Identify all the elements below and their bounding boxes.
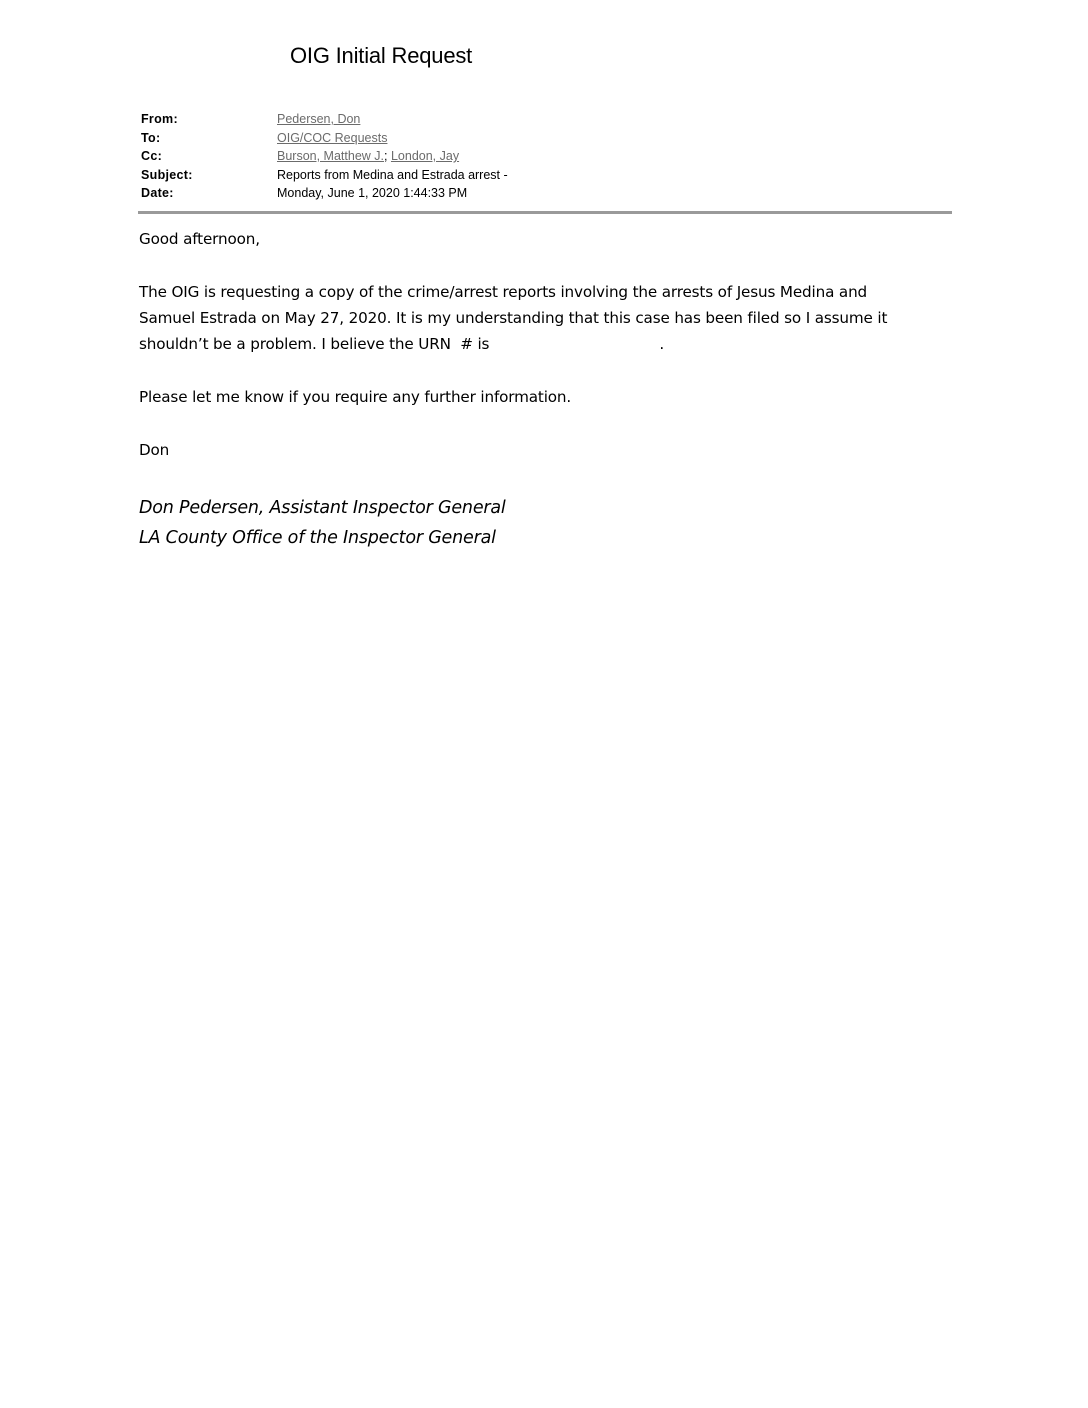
cc-label: Cc: <box>141 149 163 163</box>
closing-name: Don <box>139 441 170 459</box>
cc-row <box>141 147 951 166</box>
request-line-1: The OIG is requesting a copy of the crime/arrest reports involving the arrests of Jesus Medina and <box>139 283 868 301</box>
signature-office: LA County Office of the Inspector General <box>139 528 496 548</box>
to-link[interactable]: OIG/COC Requests <box>277 130 388 145</box>
cc-separator: ; <box>384 149 388 163</box>
document-title: OIG Initial Request <box>290 43 473 68</box>
request-paragraph <box>139 279 939 357</box>
subject-label: Subject: <box>141 167 193 182</box>
from-link[interactable]: Pedersen, Don <box>277 112 361 126</box>
request-line-2: Samuel Estrada on May 27, 2020. It is my understanding that this case has been filed so I assume it <box>139 309 888 327</box>
subject-row <box>141 166 951 185</box>
header-divider <box>138 211 952 214</box>
cc-link-burson[interactable]: Burson, Matthew J. <box>277 149 384 163</box>
date-label: Date: <box>141 186 174 200</box>
date-row <box>141 184 951 203</box>
cc-link-london[interactable]: London, Jay <box>390 149 460 163</box>
request-line-3: shouldn’t be a problem. I believe the URN # is <box>139 335 490 353</box>
signature-block <box>139 493 506 553</box>
to-value <box>277 129 387 148</box>
to-row <box>141 129 951 148</box>
request-line-3-end: . <box>659 335 664 353</box>
signature-name-title: Don Pedersen, Assistant Inspector General <box>139 498 506 518</box>
followup-paragraph: Please let me know if you require any further information. <box>139 388 572 406</box>
email-header <box>141 110 951 203</box>
date-value: Monday, June 1, 2020 1:44:33 PM <box>277 186 468 200</box>
email-body <box>139 226 939 490</box>
from-label: From: <box>141 112 178 126</box>
subject-value: Reports from Medina and Estrada arrest - <box>277 167 508 182</box>
greeting: Good afternoon, <box>139 230 260 248</box>
cc-value <box>277 147 459 166</box>
from-value <box>277 110 360 129</box>
from-row <box>141 110 951 129</box>
to-label: To: <box>141 130 161 145</box>
